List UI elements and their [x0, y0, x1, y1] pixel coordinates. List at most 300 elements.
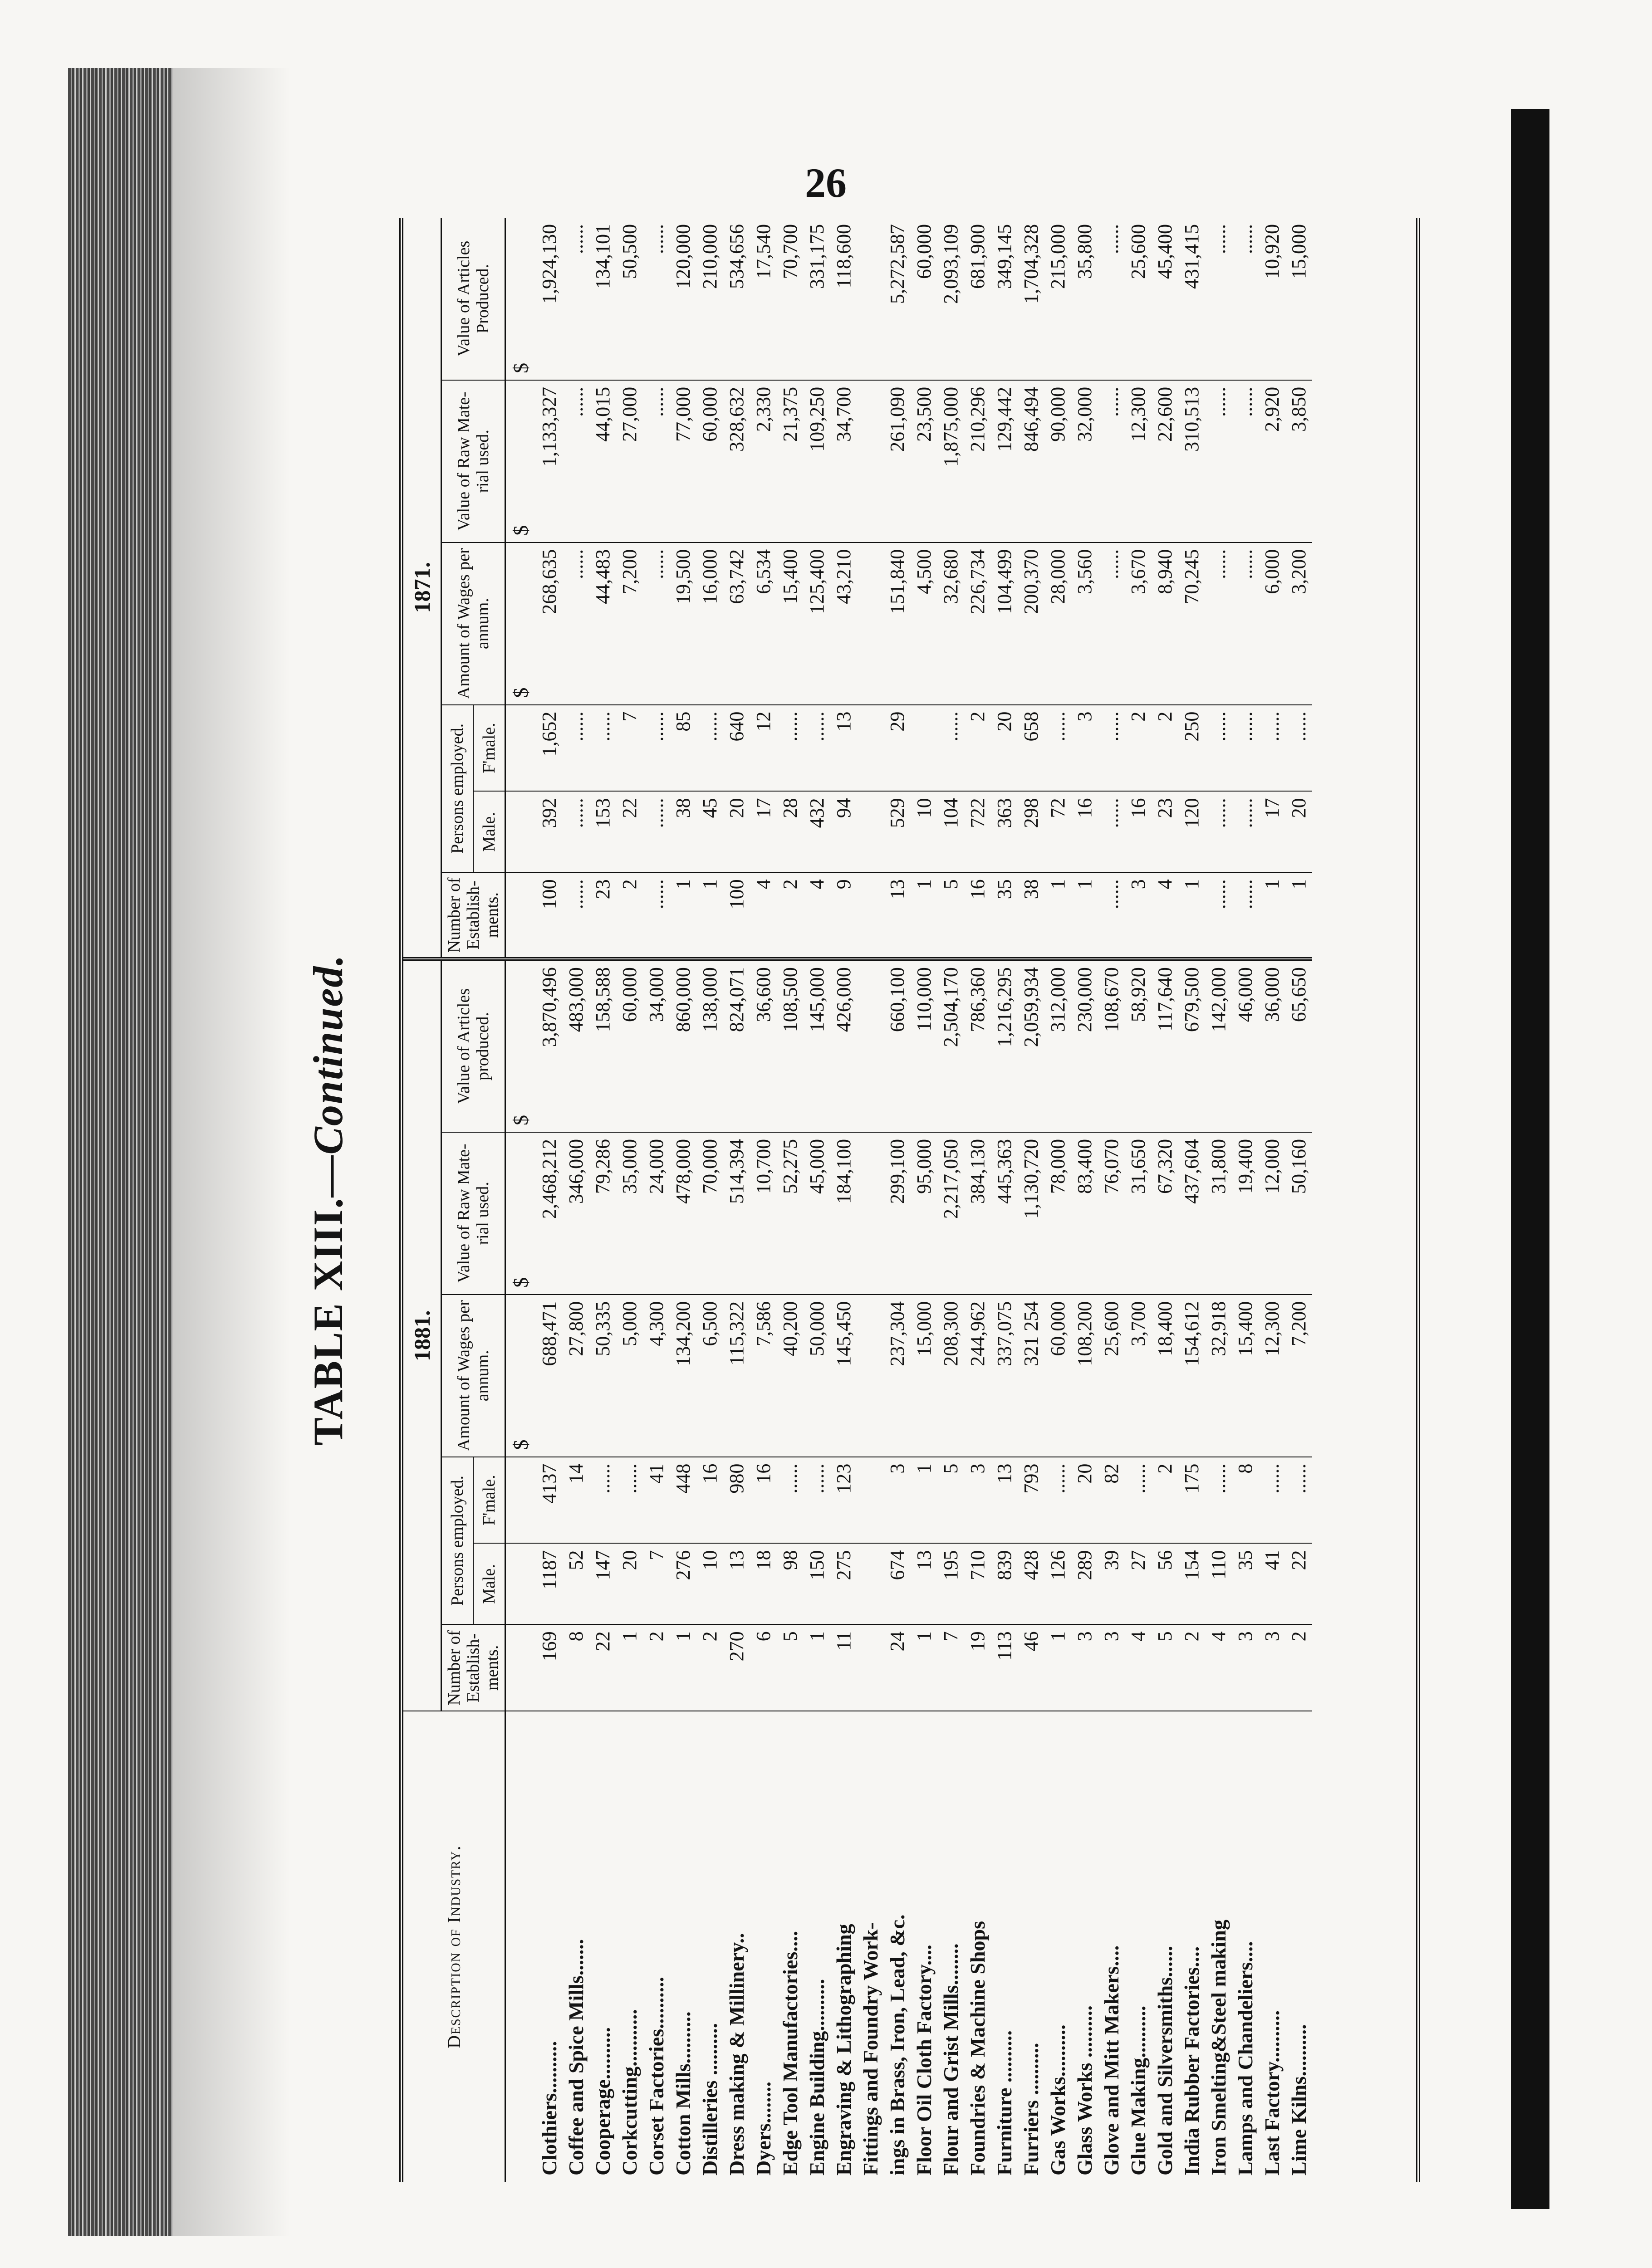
value-cell-w81: 50,000: [804, 1295, 830, 1457]
value-cell-f71: [857, 705, 884, 792]
value-cell-m81: 674: [884, 1543, 911, 1624]
value-cell-m81: 39: [1098, 1543, 1125, 1624]
value-cell-e81: 5: [777, 1624, 804, 1711]
value-cell-w71: 3,670: [1125, 543, 1152, 705]
value-cell-r71: 44,015: [589, 380, 616, 543]
value-cell-w71: 4,500: [911, 543, 937, 705]
value-cell-e81: 46: [1018, 1624, 1044, 1711]
value-cell-a81: 2,504,170: [937, 959, 964, 1132]
header-persons-1871: Persons employed.: [441, 705, 474, 873]
value-cell-m71: ......: [1232, 791, 1259, 872]
value-cell-a71: [857, 218, 884, 380]
value-cell-f81: [857, 1457, 884, 1544]
table-row: [911, 218, 937, 2182]
value-cell-m71: ......: [1205, 791, 1232, 872]
value-cell-m81: 275: [830, 1543, 857, 1624]
value-cell-w71: [857, 543, 884, 705]
value-cell-w81: 115,322: [723, 1295, 750, 1457]
value-cell-r71: 23,500: [911, 380, 937, 543]
value-cell-m81: 13: [911, 1543, 937, 1624]
value-cell-a81: 58,920: [1125, 959, 1152, 1132]
value-cell-m71: 392: [536, 791, 563, 872]
value-cell-e81: 1: [911, 1624, 937, 1711]
value-cell-w71: 6,000: [1259, 543, 1285, 705]
value-cell-m71: 23: [1152, 791, 1178, 872]
value-cell-m81: 56: [1152, 1543, 1178, 1624]
value-cell-f81: ......: [1259, 1457, 1285, 1544]
industry-name-cell: Iron Smelting&Steel making: [1207, 1920, 1230, 2175]
table-row: [991, 218, 1018, 2182]
value-cell-f81: 123: [830, 1457, 857, 1544]
header-description: Description of Industry.: [403, 1711, 505, 2182]
value-cell-w81: 688,471: [536, 1295, 563, 1457]
value-cell-a71: 681,900: [964, 218, 991, 380]
value-cell-a81: 426,000: [830, 959, 857, 1132]
industry-name-cell: Engine Building..........: [805, 1979, 828, 2175]
value-cell-f81: 16: [750, 1457, 777, 1544]
value-cell-e71: 2: [777, 872, 804, 959]
table-row: [884, 218, 911, 2182]
value-cell-f71: ......: [777, 705, 804, 792]
value-cell-f81: 448: [670, 1457, 696, 1544]
table-row: [1285, 218, 1312, 2182]
header-female-1871: F'male.: [473, 705, 505, 792]
value-cell-r71: 34,700: [830, 380, 857, 543]
value-cell-f71: ......: [589, 705, 616, 792]
industry-table: [403, 218, 1312, 2182]
value-cell-m81: 195: [937, 1543, 964, 1624]
value-cell-m71: 104: [937, 791, 964, 872]
value-cell-m71: 38: [670, 791, 696, 872]
value-cell-w71: ......: [1205, 543, 1232, 705]
value-cell-r71: 22,600: [1152, 380, 1178, 543]
value-cell-m81: 52: [563, 1543, 589, 1624]
value-cell-a81: 230,000: [1071, 959, 1098, 1132]
value-cell-w81: 40,200: [777, 1295, 804, 1457]
value-cell-e71: 1: [1071, 872, 1098, 959]
value-cell-e81: 22: [589, 1624, 616, 1711]
value-cell-e81: 2: [696, 1624, 723, 1711]
dollar-cell-blank: [505, 1543, 536, 1624]
value-cell-e81: 5: [1152, 1624, 1178, 1711]
industry-name-cell: Lime Kilns..........: [1287, 2024, 1310, 2175]
value-cell-r81: 24,000: [643, 1132, 670, 1295]
value-cell-r71: 21,375: [777, 380, 804, 543]
value-cell-r81: 50,160: [1285, 1132, 1312, 1295]
value-cell-f81: ......: [589, 1457, 616, 1544]
value-cell-m71: 120: [1178, 791, 1205, 872]
value-cell-r81: 2,468,212: [536, 1132, 563, 1295]
value-cell-m81: 110: [1205, 1543, 1232, 1624]
value-cell-a81: 65,650: [1285, 959, 1312, 1132]
value-cell-a71: 534,656: [723, 218, 750, 380]
industry-name-cell: Cooperage..........: [591, 2027, 614, 2175]
value-cell-m71: 16: [1125, 791, 1152, 872]
dollar-cell-blank: [505, 1624, 536, 1711]
value-cell-f71: 1,652: [536, 705, 563, 792]
value-cell-a81: 36,000: [1259, 959, 1285, 1132]
table-title-main: TABLE XIII.: [305, 1197, 351, 1446]
value-cell-w71: 268,635: [536, 543, 563, 705]
value-cell-e81: 169: [536, 1624, 563, 1711]
value-cell-e71: 13: [884, 872, 911, 959]
value-cell-f81: ......: [804, 1457, 830, 1544]
value-cell-r71: 261,090: [884, 380, 911, 543]
value-cell-m81: 20: [616, 1543, 643, 1624]
value-cell-f71: 2: [964, 705, 991, 792]
value-cell-m71: 20: [1285, 791, 1312, 872]
value-cell-r81: 35,000: [616, 1132, 643, 1295]
value-cell-f81: 41: [643, 1457, 670, 1544]
value-cell-w81: 145,450: [830, 1295, 857, 1457]
value-cell-a71: 2,093,109: [937, 218, 964, 380]
value-cell-a71: 17,540: [750, 218, 777, 380]
industry-name-cell: Engraving & Lithographing: [832, 1924, 855, 2175]
value-cell-r71: ......: [563, 380, 589, 543]
value-cell-a71: 10,920: [1259, 218, 1285, 380]
value-cell-e81: 4: [1205, 1624, 1232, 1711]
value-cell-f71: 250: [1178, 705, 1205, 792]
value-cell-r81: [857, 1132, 884, 1295]
industry-name-cell: Dyers........: [752, 2082, 775, 2175]
value-cell-w71: 3,560: [1071, 543, 1098, 705]
header-establishments-1871-text: Number of Establish-ments.: [445, 877, 502, 953]
value-cell-a81: 679,500: [1178, 959, 1205, 1132]
value-cell-m71: 298: [1018, 791, 1044, 872]
value-cell-a81: 145,000: [804, 959, 830, 1132]
value-cell-f81: 175: [1178, 1457, 1205, 1544]
value-cell-w81: 15,400: [1232, 1295, 1259, 1457]
value-cell-r81: 76,070: [1098, 1132, 1125, 1295]
value-cell-r71: 77,000: [670, 380, 696, 543]
value-cell-f81: 82: [1098, 1457, 1125, 1544]
value-cell-f71: 2: [1125, 705, 1152, 792]
value-cell-a81: 824,071: [723, 959, 750, 1132]
value-cell-m71: 10: [911, 791, 937, 872]
value-cell-r81: 346,000: [563, 1132, 589, 1295]
value-cell-m81: 428: [1018, 1543, 1044, 1624]
value-cell-e71: 1: [1044, 872, 1071, 959]
value-cell-f71: 640: [723, 705, 750, 792]
value-cell-w71: 44,483: [589, 543, 616, 705]
table-row: [643, 218, 670, 2182]
header-male-1871: Male.: [473, 791, 505, 872]
value-cell-f71: 12: [750, 705, 777, 792]
value-cell-r81: 299,100: [884, 1132, 911, 1295]
value-cell-e71: 1: [1259, 872, 1285, 959]
value-cell-r71: 210,296: [964, 380, 991, 543]
value-cell-a81: 108,500: [777, 959, 804, 1132]
table-row: [536, 218, 563, 2182]
table-row: [1044, 218, 1071, 2182]
value-cell-m81: 98: [777, 1543, 804, 1624]
value-cell-r81: 478,000: [670, 1132, 696, 1295]
value-cell-w81: 208,300: [937, 1295, 964, 1457]
value-cell-f81: 14: [563, 1457, 589, 1544]
value-cell-w71: 43,210: [830, 543, 857, 705]
value-cell-f81: 4137: [536, 1457, 563, 1544]
value-cell-f81: 13: [991, 1457, 1018, 1544]
value-cell-e81: 11: [830, 1624, 857, 1711]
value-cell-w71: 3,200: [1285, 543, 1312, 705]
dollar-wages-1871: $: [505, 543, 536, 705]
value-cell-w81: 12,300: [1259, 1295, 1285, 1457]
value-cell-e71: 4: [750, 872, 777, 959]
header-persons-1881: Persons employed.: [441, 1457, 474, 1625]
industry-name-cell: Corset Factories..........: [645, 1976, 668, 2175]
dollar-raw-1871: $: [505, 380, 536, 543]
industry-name-cell: Last Factory..........: [1260, 2010, 1284, 2175]
value-cell-w81: 3,700: [1125, 1295, 1152, 1457]
value-cell-m81: 22: [1285, 1543, 1312, 1624]
value-cell-a71: 120,000: [670, 218, 696, 380]
value-cell-a71: 70,700: [777, 218, 804, 380]
value-cell-a81: [857, 959, 884, 1132]
value-cell-w81: 321 254: [1018, 1295, 1044, 1457]
value-cell-e71: ......: [563, 872, 589, 959]
value-cell-m71: 529: [884, 791, 911, 872]
binding-shadow: [172, 68, 290, 2236]
table-row: [589, 218, 616, 2182]
value-cell-m71: 20: [723, 791, 750, 872]
value-cell-f71: ......: [563, 705, 589, 792]
value-cell-a81: 1,216,295: [991, 959, 1018, 1132]
value-cell-r71: ......: [1232, 380, 1259, 543]
value-cell-f81: 5: [937, 1457, 964, 1544]
table-body: [505, 218, 1313, 2182]
value-cell-w71: 151,840: [884, 543, 911, 705]
value-cell-a71: 50,500: [616, 218, 643, 380]
value-cell-w71: 28,000: [1044, 543, 1071, 705]
industry-name-cell: Glue Making..........: [1127, 2005, 1150, 2175]
dollar-articles-1881: $: [505, 959, 536, 1132]
value-cell-a71: ......: [643, 218, 670, 380]
industry-name-cell: Cotton Mills..........: [672, 2011, 695, 2175]
value-cell-f81: 980: [723, 1457, 750, 1544]
value-cell-a81: 860,000: [670, 959, 696, 1132]
value-cell-a81: 117,640: [1152, 959, 1178, 1132]
value-cell-a71: 45,400: [1152, 218, 1178, 380]
value-cell-e81: 1: [670, 1624, 696, 1711]
header-raw-1881: Value of Raw Mate-rial used.: [441, 1132, 505, 1295]
value-cell-e81: 4: [1125, 1624, 1152, 1711]
binding-edge: [68, 68, 172, 2236]
dollar-cell-blank: [505, 705, 536, 792]
value-cell-w81: 25,600: [1098, 1295, 1125, 1457]
header-wages-1871: Amount of Wages per annum.: [441, 543, 505, 705]
value-cell-f81: ......: [777, 1457, 804, 1544]
table-row: [723, 218, 750, 2182]
industry-name-cell: ings in Brass, Iron, Lead, &c.: [886, 1914, 909, 2175]
value-cell-w71: ......: [643, 543, 670, 705]
value-cell-f71: ......: [937, 705, 964, 792]
value-cell-r81: 19,400: [1232, 1132, 1259, 1295]
value-cell-r71: 90,000: [1044, 380, 1071, 543]
value-cell-e71: ......: [1098, 872, 1125, 959]
value-cell-a71: 35,800: [1071, 218, 1098, 380]
value-cell-a81: 660,100: [884, 959, 911, 1132]
value-cell-a71: 349,145: [991, 218, 1018, 380]
industry-name-cell: Clothiers..........: [538, 2041, 561, 2175]
dollar-sign-row: [505, 218, 536, 2182]
value-cell-m81: 839: [991, 1543, 1018, 1624]
value-cell-f81: 8: [1232, 1457, 1259, 1544]
value-cell-f71: 3: [1071, 705, 1098, 792]
value-cell-w71: 226,734: [964, 543, 991, 705]
value-cell-a71: 15,000: [1285, 218, 1312, 380]
value-cell-a71: ......: [563, 218, 589, 380]
value-cell-e71: 23: [589, 872, 616, 959]
value-cell-r81: 52,275: [777, 1132, 804, 1295]
value-cell-w71: 6,534: [750, 543, 777, 705]
table-row: [1178, 218, 1205, 2182]
value-cell-r71: 846,494: [1018, 380, 1044, 543]
value-cell-a71: 118,600: [830, 218, 857, 380]
value-cell-e71: ......: [1205, 872, 1232, 959]
value-cell-r81: 79,286: [589, 1132, 616, 1295]
value-cell-e81: 8: [563, 1624, 589, 1711]
value-cell-a71: ......: [1205, 218, 1232, 380]
rotated-table-block: [304, 218, 1438, 2182]
value-cell-m81: 147: [589, 1543, 616, 1624]
header-wages-1881: Amount of Wages per annum.: [441, 1295, 505, 1457]
value-cell-f71: [911, 705, 937, 792]
value-cell-a81: 786,360: [964, 959, 991, 1132]
value-cell-a71: 60,000: [911, 218, 937, 380]
value-cell-f71: ......: [696, 705, 723, 792]
table-row: [1232, 218, 1259, 2182]
value-cell-m71: 45: [696, 791, 723, 872]
value-cell-e81: 1: [616, 1624, 643, 1711]
value-cell-w71: 32,680: [937, 543, 964, 705]
value-cell-r71: [857, 380, 884, 543]
value-cell-e81: 7: [937, 1624, 964, 1711]
value-cell-a81: 158,588: [589, 959, 616, 1132]
industry-name-cell: Dress making & Millinery..: [725, 1933, 748, 2175]
value-cell-a71: 134,101: [589, 218, 616, 380]
value-cell-e71: 4: [1152, 872, 1178, 959]
value-cell-r81: 2,217,050: [937, 1132, 964, 1295]
value-cell-m81: 1187: [536, 1543, 563, 1624]
value-cell-r81: 10,700: [750, 1132, 777, 1295]
value-cell-r81: 184,100: [830, 1132, 857, 1295]
value-cell-r81: 1,130,720: [1018, 1132, 1044, 1295]
value-cell-e71: 2: [616, 872, 643, 959]
value-cell-w81: 244,962: [964, 1295, 991, 1457]
value-cell-f71: ......: [1259, 705, 1285, 792]
value-cell-m71: 722: [964, 791, 991, 872]
dollar-articles-1871: $: [505, 218, 536, 380]
value-cell-e71: 5: [937, 872, 964, 959]
value-cell-a81: 36,600: [750, 959, 777, 1132]
value-cell-a81: 110,000: [911, 959, 937, 1132]
value-cell-a71: 210,000: [696, 218, 723, 380]
value-cell-w71: 15,400: [777, 543, 804, 705]
value-cell-r81: 95,000: [911, 1132, 937, 1295]
value-cell-e81: 270: [723, 1624, 750, 1711]
value-cell-r81: 67,320: [1152, 1132, 1178, 1295]
header-raw-1871: Value of Raw Mate-rial used.: [441, 380, 505, 543]
value-cell-e71: 4: [804, 872, 830, 959]
page-number: 26: [805, 160, 847, 206]
value-cell-m71: 432: [804, 791, 830, 872]
value-cell-e81: 3: [1232, 1624, 1259, 1711]
value-cell-m71: ......: [1098, 791, 1125, 872]
value-cell-w81: 5,000: [616, 1295, 643, 1457]
value-cell-r81: 70,000: [696, 1132, 723, 1295]
value-cell-r81: 78,000: [1044, 1132, 1071, 1295]
value-cell-m81: 35: [1232, 1543, 1259, 1624]
value-cell-f71: ......: [1205, 705, 1232, 792]
value-cell-a81: 60,000: [616, 959, 643, 1132]
value-cell-f71: 20: [991, 705, 1018, 792]
value-cell-f81: 1: [911, 1457, 937, 1544]
value-cell-f81: ......: [1044, 1457, 1071, 1544]
value-cell-e81: 6: [750, 1624, 777, 1711]
value-cell-e81: 24: [884, 1624, 911, 1711]
table-row: [696, 218, 723, 2182]
value-cell-f71: ......: [1285, 705, 1312, 792]
value-cell-m81: 710: [964, 1543, 991, 1624]
value-cell-a71: 5,272,587: [884, 218, 911, 380]
value-cell-m71: [857, 791, 884, 872]
value-cell-r81: 83,400: [1071, 1132, 1098, 1295]
value-cell-m81: 289: [1071, 1543, 1098, 1624]
value-cell-m71: 17: [1259, 791, 1285, 872]
value-cell-f81: 793: [1018, 1457, 1044, 1544]
dollar-cell-blank: [505, 791, 536, 872]
table-title-continued: Continued.: [305, 954, 351, 1155]
table-title: [304, 218, 377, 2182]
value-cell-m71: 16: [1071, 791, 1098, 872]
value-cell-f81: ......: [616, 1457, 643, 1544]
value-cell-f81: 3: [964, 1457, 991, 1544]
table-row: [1071, 218, 1098, 2182]
value-cell-w71: 7,200: [616, 543, 643, 705]
header-establishments-1881-text: Number of Establish-ments.: [445, 1630, 502, 1706]
industry-name-cell: Floor Oil Cloth Factory....: [912, 1945, 936, 2175]
industry-name-cell: India Rubber Factories....: [1180, 1946, 1203, 2175]
industry-name-cell: Glass Works ..........: [1073, 2005, 1096, 2175]
industry-name-cell: Furriers ..........: [1020, 2043, 1043, 2175]
value-cell-w81: 337,075: [991, 1295, 1018, 1457]
value-cell-a71: 331,175: [804, 218, 830, 380]
table-row: [563, 218, 589, 2182]
value-cell-e71: 100: [536, 872, 563, 959]
dollar-cell-blank: [505, 872, 536, 959]
value-cell-w81: 7,200: [1285, 1295, 1312, 1457]
value-cell-w81: 108,200: [1071, 1295, 1098, 1457]
value-cell-e81: 2: [1285, 1624, 1312, 1711]
value-cell-a81: 34,000: [643, 959, 670, 1132]
table-title-dash: —: [305, 1154, 351, 1198]
value-cell-r71: 32,000: [1071, 380, 1098, 543]
value-cell-m71: 153: [589, 791, 616, 872]
table-row: [1205, 218, 1232, 2182]
value-cell-f81: ......: [1125, 1457, 1152, 1544]
table-row: [777, 218, 804, 2182]
value-cell-m71: 94: [830, 791, 857, 872]
value-cell-m71: 363: [991, 791, 1018, 872]
value-cell-e71: ......: [1232, 872, 1259, 959]
header-female-1881: F'male.: [473, 1457, 505, 1544]
industry-name-cell: Corkcutting...........: [618, 2009, 641, 2175]
value-cell-f71: ......: [1232, 705, 1259, 792]
value-cell-a81: 138,000: [696, 959, 723, 1132]
value-cell-r81: 384,130: [964, 1132, 991, 1295]
header-year-1871: 1871.: [403, 218, 441, 959]
industry-name-cell: Lamps and Chandeliers....: [1234, 1941, 1257, 2175]
